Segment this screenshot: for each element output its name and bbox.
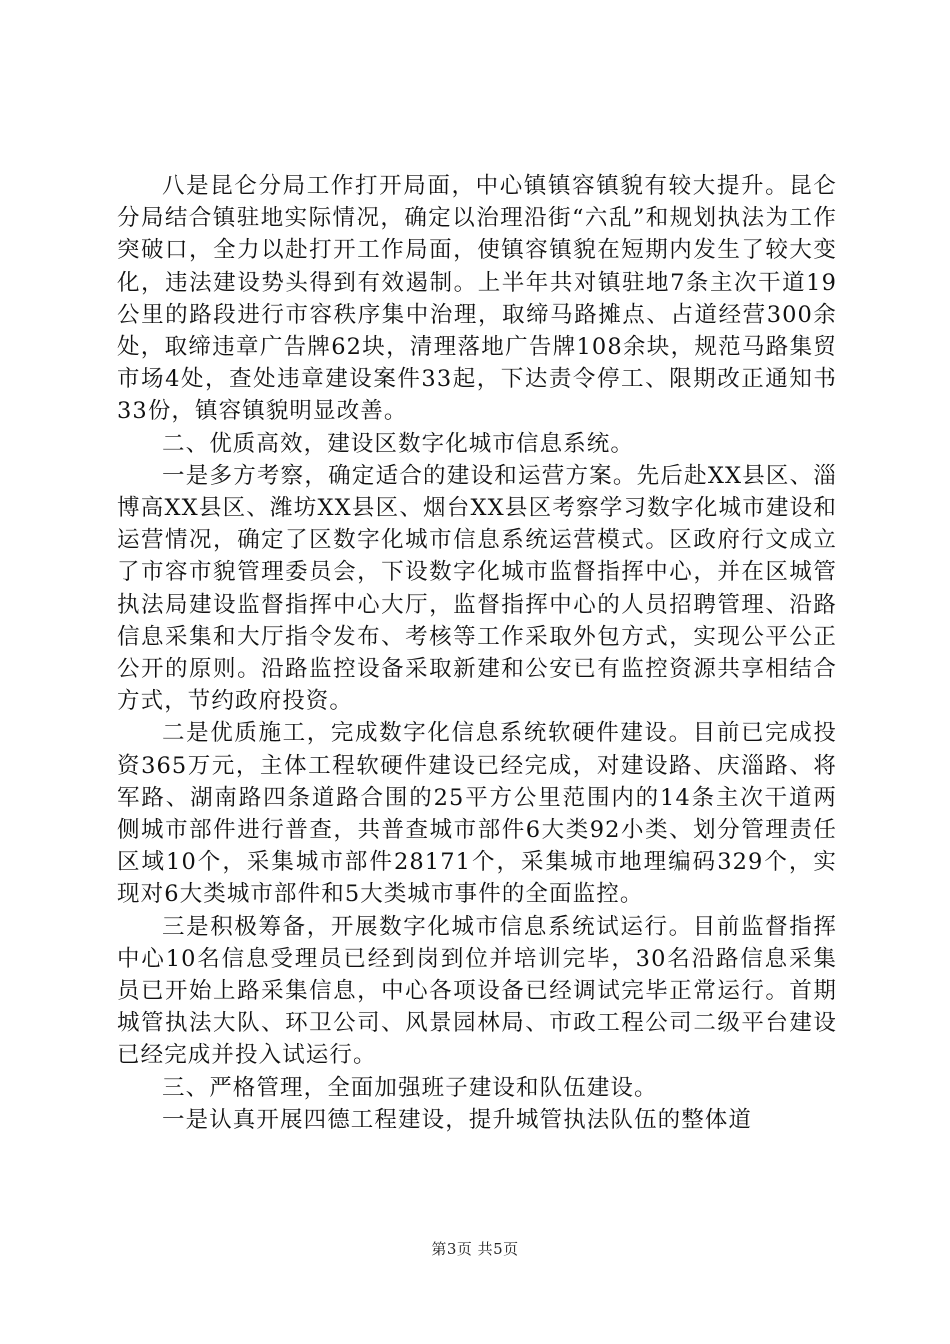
paragraph-construction: 二是优质施工，完成数字化信息系统软硬件建设。目前已完成投资365万元，主体工程软硬件建设已经完成，对建设路、庆淄路、将军路、湖南路四条道路合围的25平方公里范围内的14条主次干道两侧城市部件进行普查，共普查城市部件6大类92小类、划分管理责任区域10个，采集城市部件28171个，采集城市地理编码329个，实现对6大类城市部件和5大类城市事件的全面监控。	[117, 720, 837, 908]
paragraph-trial-operation: 三是积极筹备，开展数字化城市信息系统试运行。目前监督指挥中心10名信息受理员已经到岗到位并培训完毕，30名沿路信息采集员已开始上路采集信息，中心各项设备已经调试完毕正常运行。首期城管执法大队、环卫公司、风景园林局、市政工程公司二级平台建设已经完成并投入试运行。	[117, 913, 837, 1069]
document-body	[117, 170, 837, 1136]
page-number-footer: 第3页 共5页	[431, 1240, 519, 1258]
paragraph-kunlun-branch: 八是昆仑分局工作打开局面，中心镇镇容镇貌有较大提升。昆仑分局结合镇驻地实际情况，确定以治理沿街“六乱”和规划执法为工作突破口，全力以赴打开工作局面，使镇容镇貌在短期内发生了较大变化，违法建设势头得到有效遏制。上半年共对镇驻地7条主次干道19公里的路段进行市容秩序集中治理，取缔马路摊点、占道经营300余处，取缔违章广告牌62块，清理落地广告牌108余块，规范马路集贸市场4处，查处违章建设案件33起，下达责令停工、限期改正通知书33份，镇容镇貌明显改善。	[117, 173, 837, 425]
paragraph-four-virtues: 一是认真开展四德工程建设，提升城管执法队伍的整体道	[162, 1106, 753, 1133]
section-heading-digital-city: 二、优质高效，建设区数字化城市信息系统。	[162, 430, 635, 457]
paragraph-inspection-plan: 一是多方考察，确定适合的建设和运营方案。先后赴XX县区、淄博高XX县区、潍坊XX县区、烟台XX县区考察学习数字化城市建设和运营情况，确定了区数字化城市信息系统运营模式。区政府行文成立了市容市貌管理委员会，下设数字化城市监督指挥中心，并在区城管执法局建设监督指挥中心大厅，监督指挥中心的人员招聘管理、沿路信息采集和大厅指令发布、考核等工作采取外包方式，实现公平公正公开的原则。沿路监控设备采取新建和公安已有监控资源共享相结合方式，节约政府投资。	[117, 462, 837, 715]
section-heading-team-building: 三、严格管理，全面加强班子建设和队伍建设。	[162, 1074, 658, 1101]
